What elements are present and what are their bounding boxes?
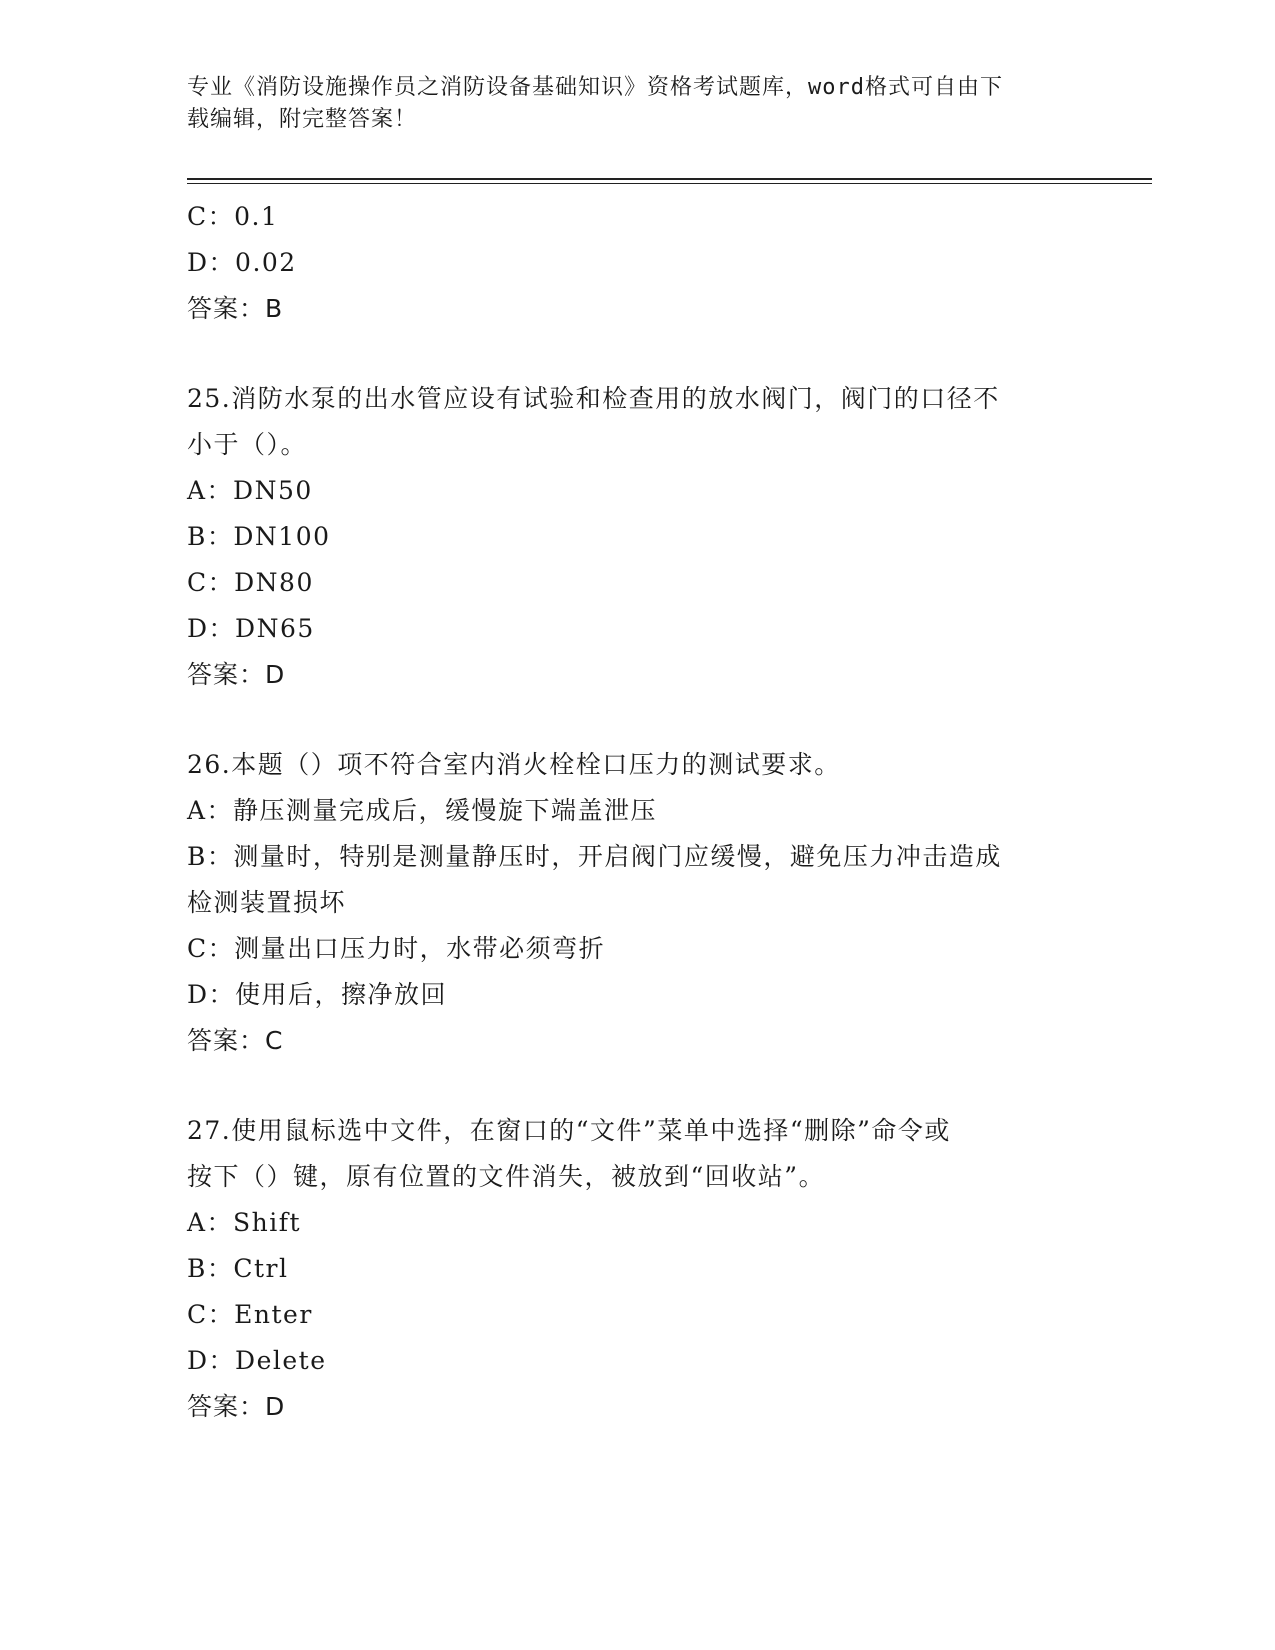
answer: 答案：B xyxy=(187,294,284,323)
option-b: B：测量时，特别是测量静压时，开启阀门应缓慢，避免压力冲击造成 xyxy=(187,842,1002,871)
option-c: C：测量出口压力时，水带必须弯折 xyxy=(187,934,606,963)
document-header xyxy=(187,72,1067,136)
option-c: C：DN80 xyxy=(187,568,314,597)
question-text-cont: 小于（）。 xyxy=(187,430,308,459)
question-24-continued xyxy=(187,194,1087,332)
header-line-1: 专业《消防设施操作员之消防设备基础知识》资格考试题库，word格式可自由下 xyxy=(187,75,1003,100)
question-text-cont: 按下（）键，原有位置的文件消失，被放到“回收站”。 xyxy=(187,1162,826,1191)
option-a: A：DN50 xyxy=(187,476,313,505)
option-a: A：静压测量完成后，缓慢旋下端盖泄压 xyxy=(187,796,658,825)
answer: 答案：D xyxy=(187,1392,286,1421)
question-25 xyxy=(187,376,1087,698)
question-text: 27.使用鼠标选中文件，在窗口的“文件”菜单中选择“删除”命令或 xyxy=(187,1116,951,1145)
header-line-2: 载编辑，附完整答案！ xyxy=(187,107,418,132)
option-c: C：Enter xyxy=(187,1300,313,1329)
option-b: B：Ctrl xyxy=(187,1254,289,1283)
answer: 答案：C xyxy=(187,1026,284,1055)
option-a: A：Shift xyxy=(187,1208,302,1237)
option-b-cont: 检测装置损坏 xyxy=(187,888,347,917)
option-d: D：Delete xyxy=(187,1346,327,1375)
header-rule-bottom xyxy=(187,183,1152,184)
question-list xyxy=(187,194,1087,1430)
option-d: D：使用后，擦净放回 xyxy=(187,980,448,1009)
question-26 xyxy=(187,742,1087,1064)
question-text: 26.本题（）项不符合室内消火栓栓口压力的测试要求。 xyxy=(187,750,841,779)
option-b: B：DN100 xyxy=(187,522,331,551)
answer: 答案：D xyxy=(187,660,286,689)
question-text: 25.消防水泵的出水管应设有试验和检查用的放水阀门，阀门的口径不 xyxy=(187,384,1000,413)
option-c: C：0.1 xyxy=(187,202,279,231)
question-27 xyxy=(187,1108,1087,1430)
option-d: D：DN65 xyxy=(187,614,315,643)
header-rule-top xyxy=(187,178,1152,180)
option-d: D：0.02 xyxy=(187,248,297,277)
